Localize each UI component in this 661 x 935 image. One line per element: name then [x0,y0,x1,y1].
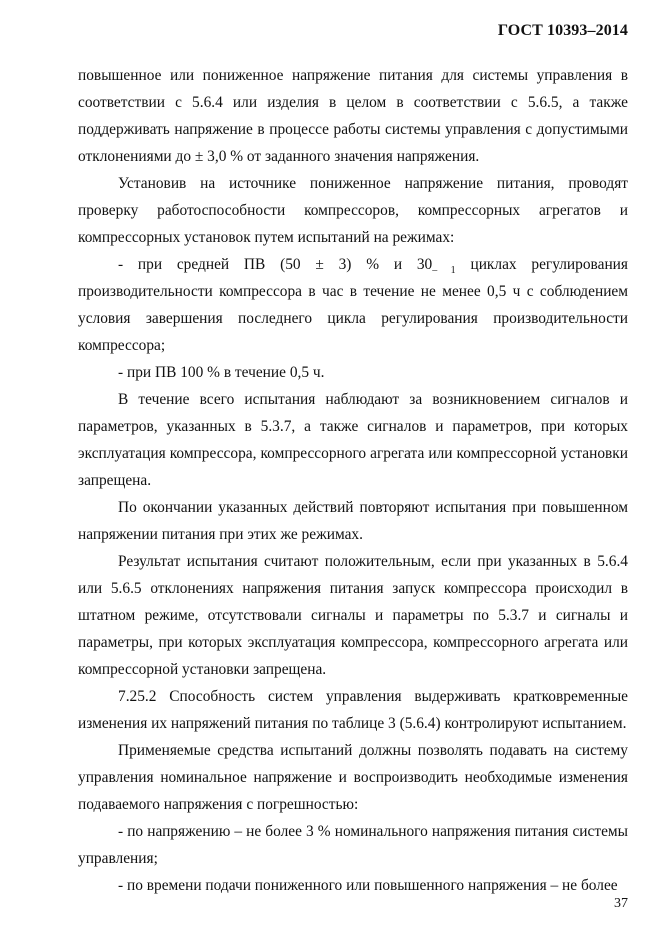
list-item-text-start: - при средней ПВ (50 ± 3) % и 30 [118,256,433,273]
paragraph-list-item: - по напряжению – не более 3 % номинального напряжения питания системы управления; [78,823,628,867]
paragraph-list-item: - при ПВ 100 % в течение 0,5 ч. [118,364,325,381]
paragraph: Установив на источнике пониженное напряжение питания, проводят проверку работоспособности компрессоров, компрессорных агрегатов и компрессорных установок путем испытаний на режимах: [78,175,628,246]
paragraph-list-item [78,251,628,359]
paragraph-clause: 7.25.2 Способность систем управления выдерживать кратковременные изменения их напряжений питания по таблице 3 (5.6.4) контролируют испытанием. [78,688,628,732]
paragraph: Результат испытания считают положительным, если при указанных в 5.6.4 или 5.6.5 отклонениях напряжения питания запуск компрессора происходил в штатном режиме, отсутствовали сигналы и параметры по 5.3.7 и сигналы и параметры, при которых эксплуатация компрессора, компрессорного агрегата или компрессорной установки запрещена. [78,553,628,678]
paragraph-continuation: повышенное или пониженное напряжение питания для системы управления в соответствии с 5.6.4 или изделия в целом в соответствии с 5.6.5, а также поддерживать напряжение в процессе работы системы управления с допустимыми отклонениями до ± 3,0 % от заданного значения напряжения. [78,67,628,165]
paragraph: Применяемые средства испытаний должны позволять подавать на систему управления номинальное напряжение и воспроизводить необходимые изменения подаваемого напряжения с погрешностью: [78,742,628,813]
tolerance-subscript: – 1 [432,265,456,277]
document-code: ГОСТ 10393–2014 [497,22,628,39]
paragraph: В течение всего испытания наблюдают за возникновением сигналов и параметров, указанных в 5.3.7, а также сигналов и параметров, при которых эксплуатация компрессора, компрессорного агрегата или компрессорной установки запрещена. [78,391,628,489]
paragraph-list-item: - по времени подачи пониженного или повышенного напряжения – не более [118,877,618,894]
list-item-text-end: циклах регулирования производительности компрессора в час в течение не менее 0,5 ч с соблюдением условия завершения последнего цикла регулирования производительности компрессора; [78,256,629,354]
body-text [78,62,628,899]
page-number: 37 [614,896,628,911]
paragraph: По окончании указанных действий повторяют испытания при повышенном напряжении питания при этих же режимах. [78,499,628,543]
